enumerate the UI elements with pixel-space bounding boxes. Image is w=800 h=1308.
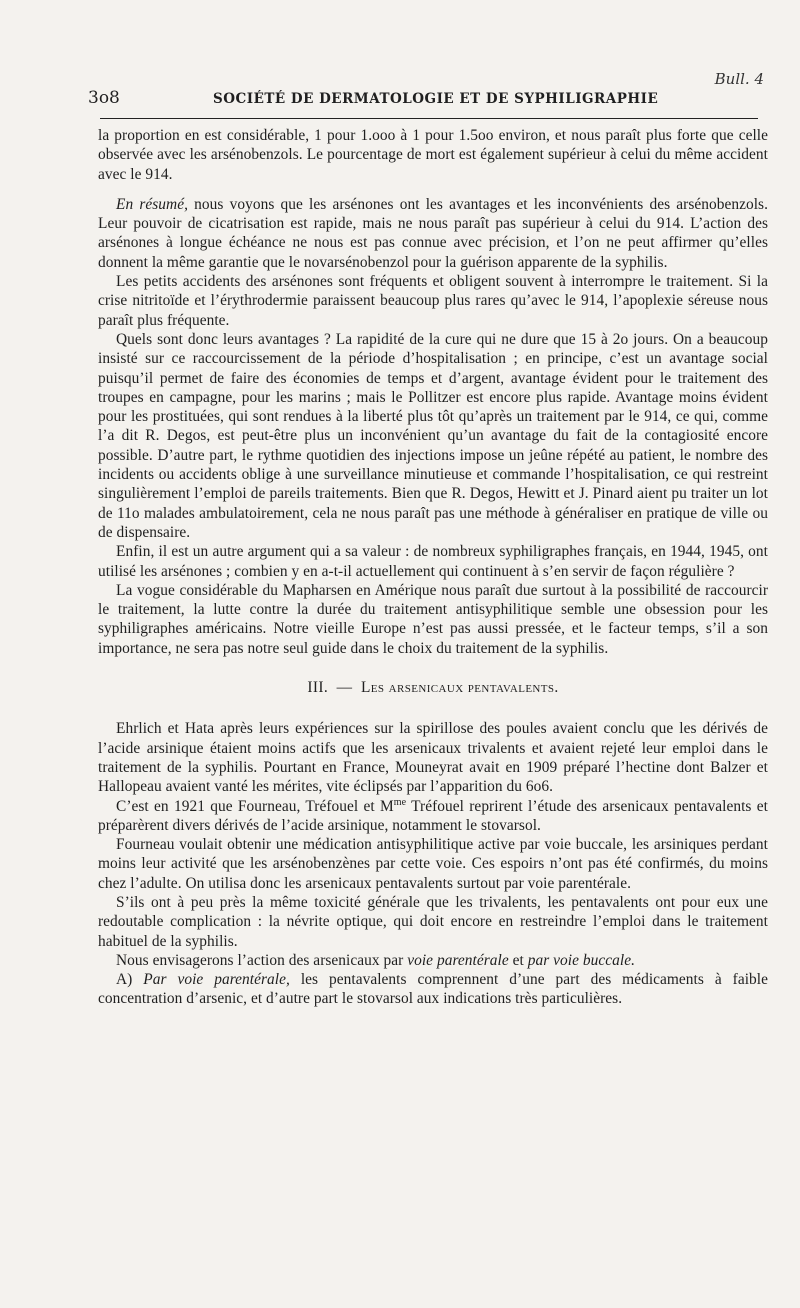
paragraph: S’ils ont à peu près la même toxicité générale que les trivalents, les pentavalents ont pour eux une redoutable complication : la névrite optique, qui doit encore en restreindre l’emploi dans le traitement habituel de la syphilis. bbox=[98, 893, 768, 950]
paragraph: Fourneau voulait obtenir une médication antisyphilitique active par voie buccale, les arsiniques perdant moins leur activité que les arsénobenzènes par cette voie. Ces espoirs n’ont pas été confirmés, du moins chez l’adulte. On utilisa donc les arsenicaux pentavalents surtout par voie parentérale. bbox=[98, 836, 768, 892]
paragraph-text: nous voyons que les arsénones ont les avantages et les inconvénients des arsénobenzols. Leur pouvoir de cicatrisation est rapide, mais ne nous paraît pas supérieur à celui du 914. L’action des arsénones à longue échéance ne nous est pas connue avec précision, et l’on ne peut affirmer qu’elles donnent la même garantie que le novarsénobenzol pour la guérison apparente de la syphilis. bbox=[98, 195, 768, 271]
paragraph bbox=[98, 797, 768, 836]
paragraph: La vogue considérable du Mapharsen en Amérique nous paraît due surtout à la possibilité de raccourcir le traitement, la lutte contre la durée du traitement antisyphilitique semble une obsession pour les syphiligraphes américains. Notre vieille Europe n’est pas aussi pressée, et le facteur temps, s’il a son importance, ne sera pas notre seul guide dans le choix du traitement de la syphilis. bbox=[98, 581, 768, 657]
running-header bbox=[88, 88, 748, 110]
page-number: 3o8 bbox=[88, 88, 120, 108]
paragraph-text: les pentavalents comprennent d’une part des médicaments à faible concentration d’arsenic, et d’autre part le stovarsol aux indications très particulières. bbox=[98, 971, 769, 1008]
bulletin-note: Bull. 4 bbox=[714, 70, 764, 88]
paragraph-text: C’est en 1921 que Fourneau, Tréfouel et M bbox=[116, 797, 394, 815]
article-body bbox=[98, 126, 768, 1009]
emphasis: par voie buccale. bbox=[527, 951, 636, 969]
emphasis: En résumé, bbox=[116, 195, 189, 213]
paragraph bbox=[98, 970, 768, 1009]
emphasis: Par voie parentérale, bbox=[143, 971, 290, 989]
paragraph: Enfin, il est un autre argument qui a sa valeur : de nombreux syphiligraphes français, en 1944, 1945, ont utilisé les arsénones ; combien y en a-t-il actuellement qui continuent à s’en servir de façon régulière ? bbox=[98, 543, 768, 580]
paragraph: Les petits accidents des arsénones sont fréquents et obligent souvent à interrompre le traitement. Si la crise nitritoïde et l’érythrodermie paraissent beaucoup plus rares qu’avec le 914, l’apoplexie séreuse nous paraît plus fréquente. bbox=[98, 273, 768, 329]
paragraph-text: Nous envisagerons l’action des arsenicaux par bbox=[116, 951, 408, 969]
section-heading bbox=[98, 678, 768, 697]
journal-title: SOCIÉTÉ DE DERMATOLOGIE ET DE SYPHILIGRAPHIE bbox=[213, 91, 659, 107]
paragraph: la proportion en est considérable, 1 pour 1.ooo à 1 pour 1.5oo environ, et nous paraît plus forte que celle observée avec les arsénobenzols. Le pourcentage de mort est également supérieur à celui du même accident avec le 914. bbox=[98, 127, 768, 183]
paragraph-text: Tréfouel reprirent l’étude des arsenicaux pentavalents et préparèrent divers dérivés de l’acide arsinique, notamment le stovarsol. bbox=[98, 797, 768, 834]
paragraph-text: A) bbox=[116, 971, 144, 989]
paragraph bbox=[98, 951, 768, 970]
header-rule bbox=[100, 118, 758, 119]
superscript: me bbox=[393, 796, 407, 808]
section-dash: — bbox=[336, 679, 353, 697]
paragraph bbox=[98, 195, 768, 272]
paragraph: Quels sont donc leurs avantages ? La rapidité de la cure qui ne dure que 15 à 2o jours. On a beaucoup insisté sur ce raccourcissement de la période d’hospitalisation ; en principe, c’est un avantage social puisqu’il permet de faire des économies de temps et d’argent, avantage évident pour le traitement des troupes en campagne, pour les marins ; mais le Pollitzer est encore plus rapide. Avantage moins évident pour les prostituées, qui sont rendues à la liberté plus tôt qu’après un traitement par le 914, ce qui, comme l’a dit R. Degos, est peut-être plus un inconvénient qu’un avantage du fait de la contagiosité encore possible. D’autre part, le rythme quotidien des injections impose un jeûne répété au patient, le nombre des incidents ou accidents oblige à une surveillance minutieuse et commande l’hospitalisation, ce qui restreint singulièrement l’emploi de pareils traitements. Bien que R. Degos, Hewitt et J. Pinard aient pu traiter un lot de 11o malades ambulatoirement, cela ne nous paraît pas une méthode à généraliser en pratique de ville ou de dispensaire. bbox=[98, 330, 768, 541]
paragraph-text: et bbox=[508, 951, 528, 969]
section-numeral: III. bbox=[307, 679, 329, 697]
emphasis: voie parentérale bbox=[407, 951, 509, 969]
section-title: Les arsenicaux pentavalents. bbox=[360, 679, 559, 697]
paragraph: Ehrlich et Hata après leurs expériences sur la spirillose des poules avaient conclu que les dérivés de l’acide arsinique étaient moins actifs que les arsenicaux trivalents et avaient rejeté leur emploi dans le traitement de la syphilis. Pourtant en France, Mouneyrat avait en 1909 préparé l’hectine dont Balzer et Hallopeau avaient vanté les mérites, vite éclipsés par l’apparition du 6o6. bbox=[98, 720, 768, 796]
